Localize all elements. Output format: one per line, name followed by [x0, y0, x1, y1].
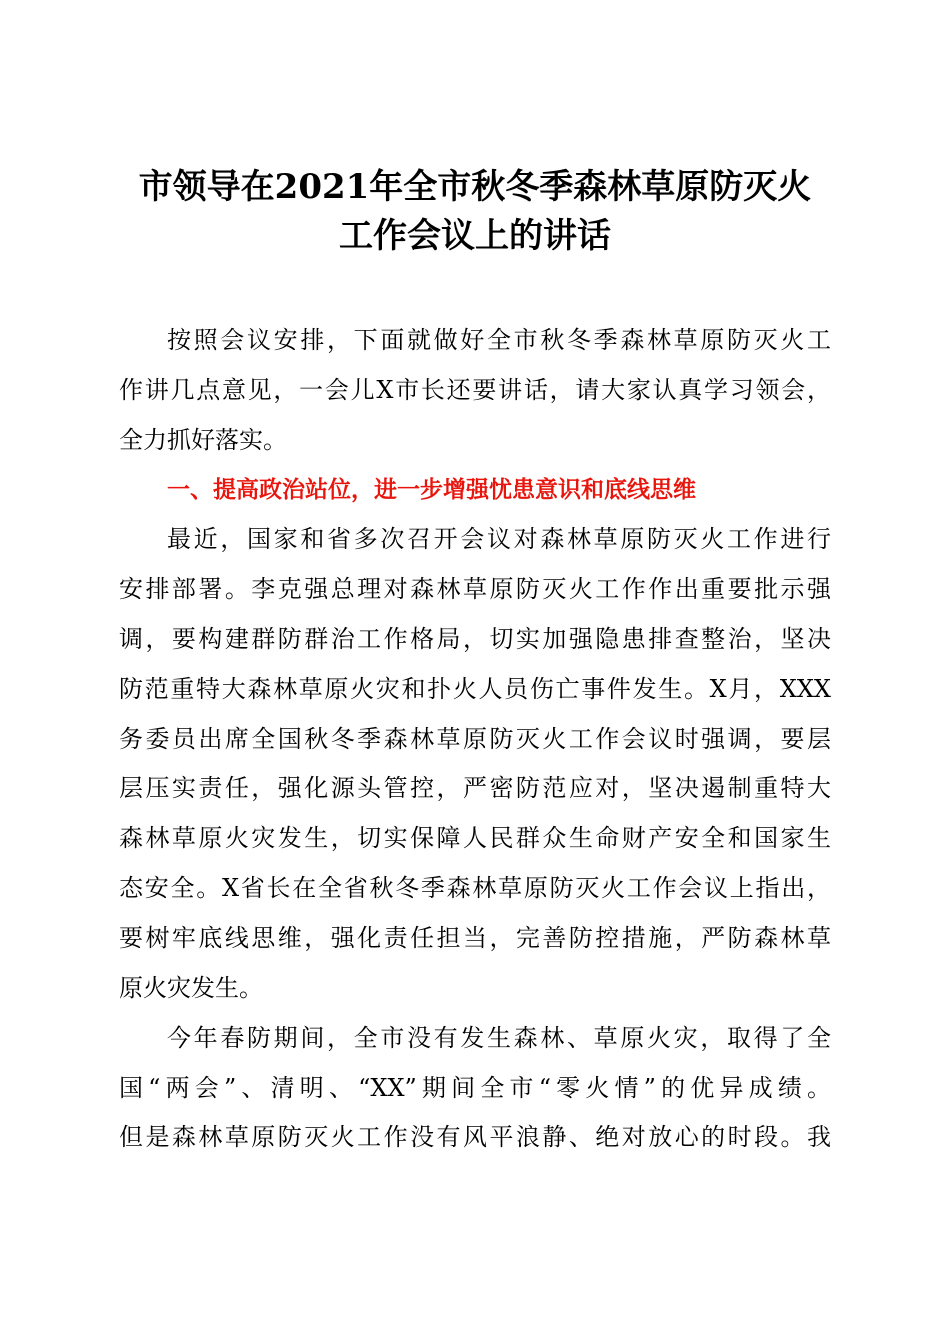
paragraph-2-line-8: 态安全。X省长在全省秋冬季森林草原防灭火工作会议上指出， — [119, 874, 831, 902]
paragraph-1-line-3: 全力抓好落实。 — [119, 426, 287, 454]
paragraph-3-line-2: 国“两会”、清明、“XX”期间全市“零火情”的优异成绩。 — [119, 1074, 831, 1102]
paragraph-2-line-5: 务委员出席全国秋冬季森林草原防灭火工作会议时强调，要层 — [119, 725, 831, 753]
paragraph-2-line-9: 要树牢底线思维，强化责任担当，完善防控措施，严防森林草 — [119, 924, 831, 952]
paragraph-3-line-3: 但是森林草原防灭火工作没有风平浪静、绝对放心的时段。我 — [119, 1123, 831, 1151]
paragraph-2-line-1: 最近，国家和省多次召开会议对森林草原防灭火工作进行 — [167, 525, 831, 553]
section-heading-1: 一、提高政治站位，进一步增强忧患意识和底线思维 — [167, 477, 696, 503]
paragraph-2-line-2: 安排部署。李克强总理对森林草原防灭火工作作出重要批示强 — [119, 575, 831, 603]
paragraph-2-line-3: 调，要构建群防群治工作格局，切实加强隐患排查整治，坚决 — [119, 625, 831, 653]
paragraph-2-line-10: 原火灾发生。 — [119, 974, 263, 1002]
document-title-line-1: 市领导在2021年全市秋冬季森林草原防灭火 — [138, 167, 812, 207]
paragraph-2-line-4: 防范重特大森林草原火灾和扑火人员伤亡事件发生。X月，XXX — [119, 675, 831, 703]
document-title-line-2: 工作会议上的讲话 — [339, 216, 611, 256]
paragraph-2-line-6: 层压实责任，强化源头管控，严密防范应对，坚决遏制重特大 — [119, 774, 831, 802]
paragraph-1-line-2: 作讲几点意见，一会儿X市长还要讲话，请大家认真学习领会， — [119, 376, 831, 404]
paragraph-3-line-1: 今年春防期间，全市没有发生森林、草原火灾，取得了全 — [167, 1024, 831, 1052]
paragraph-1-line-1: 按照会议安排，下面就做好全市秋冬季森林草原防灭火工 — [167, 326, 831, 354]
paragraph-2-line-7: 森林草原火灾发生，切实保障人民群众生命财产安全和国家生 — [119, 824, 831, 852]
